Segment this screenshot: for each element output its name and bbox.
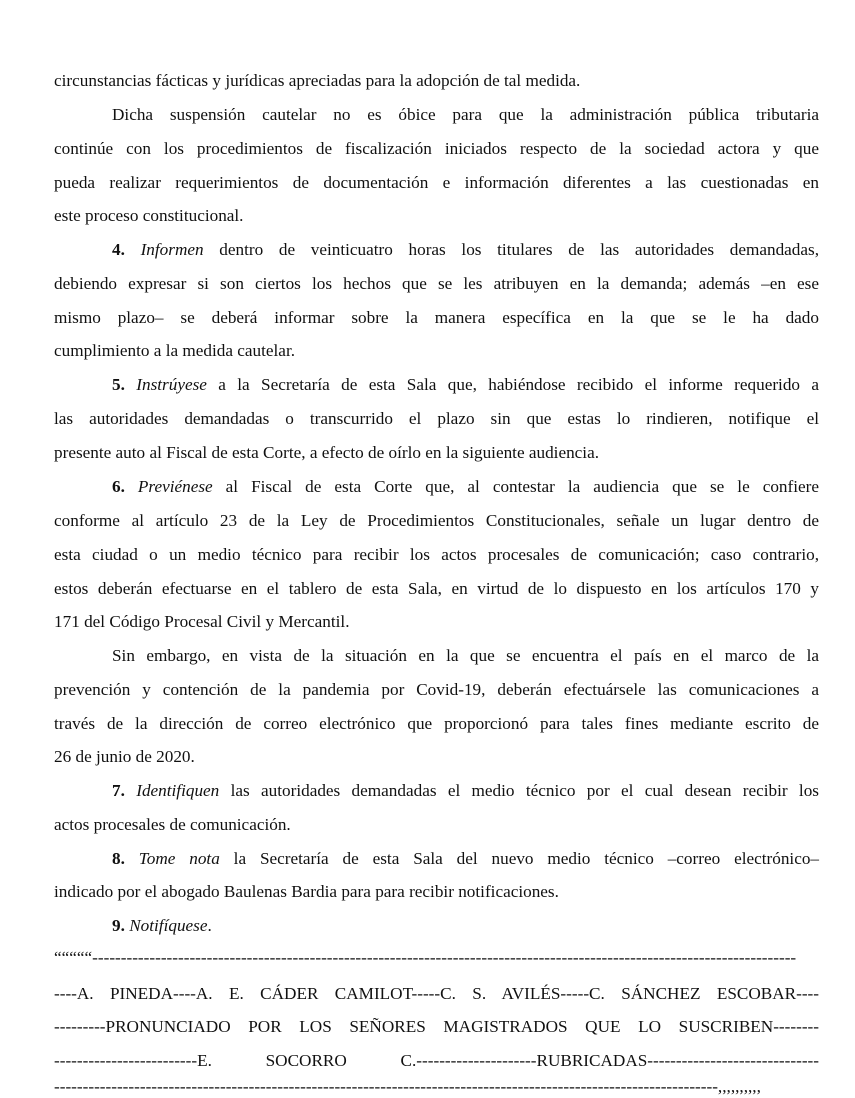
numbered-paragraph-9: 9. Notifíquese.	[112, 916, 212, 935]
text-line: través de la dirección de correo electrónico que proporcionó para tales fines mediante escrito de	[54, 714, 819, 733]
text-line: presente auto al Fiscal de esta Corte, a efecto de oírlo en la siguiente audiencia.	[54, 443, 600, 462]
text-line: 171 del Código Procesal Civil y Mercantil.	[54, 612, 350, 631]
text-line: cumplimiento a la medida cautelar.	[54, 341, 296, 360]
text-line: debiendo expresar si son ciertos los hechos que se les atribuyen en la demanda; además –en ese	[54, 274, 819, 293]
text-line: prevención y contención de la pandemia por Covid-19, deberán efectuársele las comunicaciones a	[54, 680, 819, 699]
signature-line-pronounced: ---------PRONUNCIADO POR LOS SEÑORES MAGISTRADOS QUE LO SUSCRIBEN--------	[54, 1017, 819, 1036]
text-line: mismo plazo– se deberá informar sobre la manera específica en la que se le ha dado	[54, 308, 819, 327]
numbered-paragraph-8: 8. Tome nota la Secretaría de esta Sala del nuevo medio técnico –correo electrónico–	[112, 849, 820, 868]
numbered-paragraph-7: 7. Identifiquen las autoridades demandadas el medio técnico por el cual desean recibir los	[112, 781, 819, 800]
item-number: 8.	[112, 849, 125, 868]
item-verb: Notifíquese	[129, 916, 208, 935]
numbered-paragraph-5: 5. Instrúyese a la Secretaría de esta Sala que, habiéndose recibido el informe requerido a	[112, 375, 820, 394]
text-line: circunstancias fácticas y jurídicas apreciadas para la adopción de tal medida.	[54, 71, 581, 90]
text-line: Dicha suspensión cautelar no es óbice para que la administración pública tributaria	[112, 105, 819, 124]
text-line: las autoridades demandadas o transcurrido el plazo sin que estas lo rindieren, notifique el	[54, 409, 819, 428]
signature-line-secretary: -------------------------E. SOCORRO C.---------------------RUBRICADAS------------------------------	[54, 1051, 819, 1070]
text-line: estos deberán efectuarse en el tablero de esta Sala, en virtud de lo dispuesto en los artículos 170 y	[54, 579, 819, 598]
text-line: conforme al artículo 23 de la Ley de Procedimientos Constitucionales, señale un lugar dentro de	[54, 511, 819, 530]
signature-separator: “““““---------------------------------------------------------------------------------------------------------------------------	[54, 948, 797, 967]
item-verb: Instrúyese	[136, 375, 207, 394]
numbered-paragraph-6: 6. Previénese al Fiscal de esta Corte que, al contestar la audiencia que se le confiere	[112, 477, 819, 496]
text-line: Sin embargo, en vista de la situación en la que se encuentra el país en el marco de la	[112, 646, 819, 665]
item-verb: Previénese	[137, 477, 213, 496]
item-number: 4.	[112, 240, 125, 259]
text-line: actos procesales de comunicación.	[54, 815, 291, 834]
signature-closing: --------------------------------------------------------------------------------------------------------------------,,,,,,,,,,	[54, 1077, 761, 1096]
item-verb: Tome nota	[138, 849, 220, 868]
item-number: 5.	[112, 375, 125, 394]
numbered-paragraph-4: 4. Informen dentro de veinticuatro horas los titulares de las autoridades demandadas,	[112, 240, 820, 259]
text-line: pueda realizar requerimientos de documentación e información diferentes a las cuestionadas en	[54, 173, 819, 192]
item-verb: Informen	[140, 240, 204, 259]
text-line: indicado por el abogado Baulenas Bardia para para recibir notificaciones.	[54, 882, 559, 901]
item-number: 6.	[112, 477, 125, 496]
text-line: continúe con los procedimientos de fiscalización iniciados respecto de la sociedad actora y que	[54, 139, 819, 158]
text-line: este proceso constitucional.	[54, 206, 244, 225]
signature-line-magistrates: ----A. PINEDA----A. E. CÁDER CAMILOT-----C. S. AVILÉS-----C. SÁNCHEZ ESCOBAR----	[54, 984, 819, 1003]
item-verb: Identifiquen	[136, 781, 220, 800]
item-number: 7.	[112, 781, 125, 800]
text-line: esta ciudad o un medio técnico para recibir los actos procesales de comunicación; caso contrario,	[54, 545, 819, 564]
item-number: 9.	[112, 916, 125, 935]
text-line: 26 de junio de 2020.	[54, 747, 195, 766]
